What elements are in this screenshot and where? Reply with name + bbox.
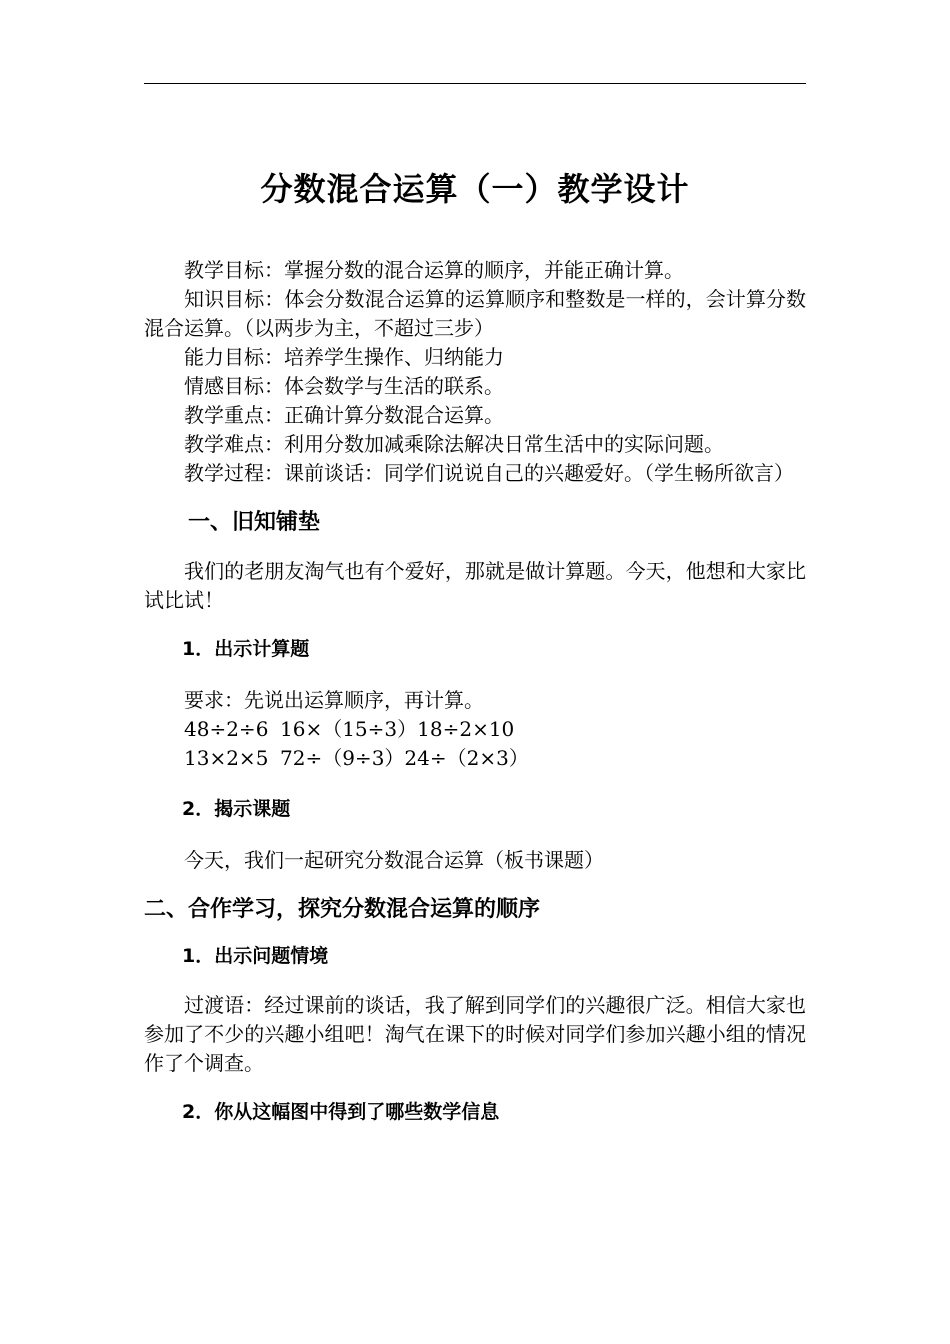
objective-ability: 能力目标：培养学生操作、归纳能力 bbox=[184, 345, 504, 369]
objective-knowledge: 知识目标：体会分数混合运算的运算顺序和整数是一样的，会计算分数混合运算。（以两步为主，不超过三步） bbox=[144, 287, 806, 340]
document-title: 分数混合运算（一）教学设计 bbox=[260, 170, 690, 208]
formula-2b: 72÷（9÷3）24÷（2×3） bbox=[280, 746, 529, 770]
section2-heading: 二、合作学习，探究分数混合运算的顺序 bbox=[144, 897, 541, 922]
formula-2a: 13×2×5 bbox=[184, 746, 269, 770]
requirement-text: 要求：先说出运算顺序，再计算。 bbox=[184, 688, 484, 712]
teaching-focus: 教学重点：正确计算分数混合运算。 bbox=[184, 403, 504, 427]
section1-sub1-heading: 1．出示计算题 bbox=[182, 638, 310, 660]
formula-row-1 bbox=[144, 715, 806, 744]
objective-teaching: 教学目标：掌握分数的混合运算的顺序，并能正确计算。 bbox=[184, 258, 684, 282]
teaching-difficulty: 教学难点：利用分数加减乘除法解决日常生活中的实际问题。 bbox=[184, 432, 724, 456]
section1-sub2-heading: 2．揭示课题 bbox=[182, 798, 291, 820]
section2-sub1-heading: 1．出示问题情境 bbox=[182, 945, 329, 967]
header-rule bbox=[144, 83, 806, 84]
document-body bbox=[144, 256, 806, 1127]
formula-row-2 bbox=[144, 744, 806, 773]
teaching-process: 教学过程：课前谈话：同学们说说自己的兴趣爱好。（学生畅所欲言） bbox=[184, 461, 794, 485]
formula-1b: 16×（15÷3）18÷2×10 bbox=[280, 717, 515, 741]
section1-heading: 一、旧知铺垫 bbox=[188, 510, 321, 535]
objective-emotion: 情感目标：体会数学与生活的联系。 bbox=[184, 374, 504, 398]
formula-1a: 48÷2÷6 bbox=[184, 717, 269, 741]
section1-intro: 我们的老朋友淘气也有个爱好，那就是做计算题。今天，他想和大家比试比试！ bbox=[144, 559, 806, 612]
section2-sub2-heading: 2．你从这幅图中得到了哪些数学信息 bbox=[182, 1101, 500, 1123]
section2-sub1-text: 过渡语：经过课前的谈话，我了解到同学们的兴趣很广泛。相信大家也参加了不少的兴趣小组吧！淘气在课下的时候对同学们参加兴趣小组的情况作了个调查。 bbox=[144, 993, 806, 1075]
section1-sub2-text: 今天，我们一起研究分数混合运算（板书课题） bbox=[184, 848, 604, 872]
